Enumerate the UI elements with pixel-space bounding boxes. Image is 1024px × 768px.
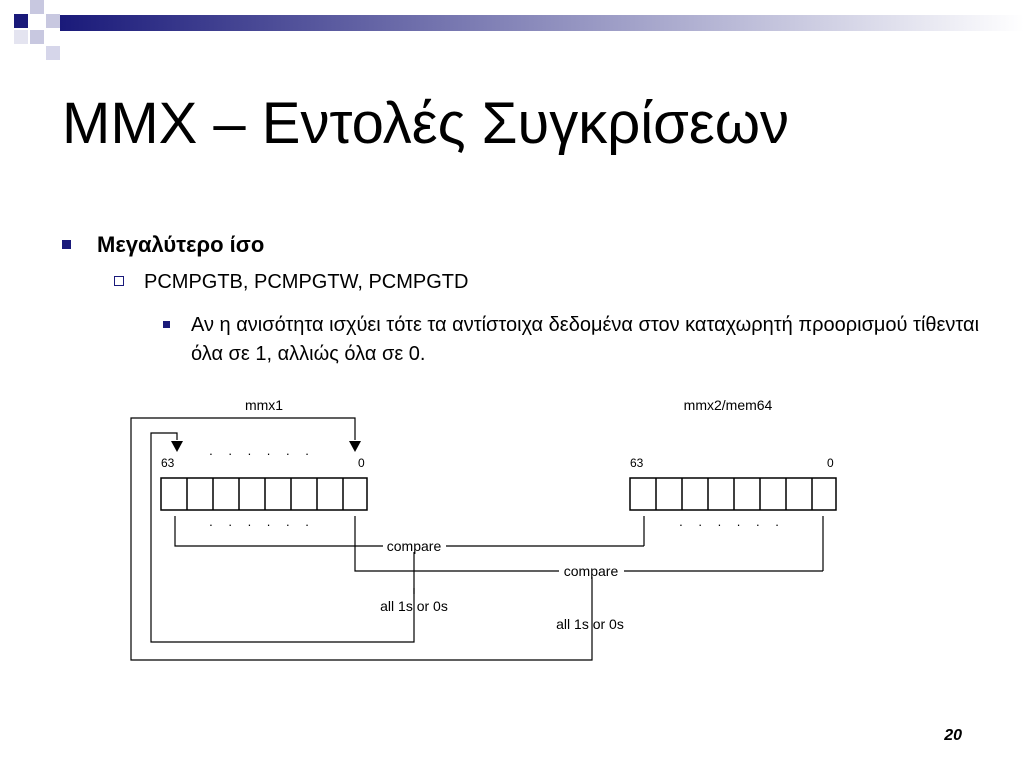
hollow-square-bullet-icon	[114, 276, 124, 286]
right-high-bit-label: 63	[630, 456, 644, 470]
slide-title: MMX – Εντολές Συγκρίσεων	[62, 91, 790, 156]
compare-label: compare	[386, 538, 442, 554]
arrow-head-icon	[171, 441, 183, 452]
right-low-bit-label: 0	[827, 456, 834, 470]
square-bullet-icon	[62, 240, 71, 249]
left-bottom-dots: . . . . . .	[209, 514, 315, 529]
bullet-level-3	[163, 311, 983, 369]
right-register-label: mmx2/mem64	[683, 397, 773, 413]
left-high-bit-label: 63	[161, 456, 175, 470]
page-number: 20	[944, 727, 962, 744]
bullet-level-1	[62, 232, 264, 258]
header-decoration	[0, 0, 1024, 60]
bullet-level-1-text: Μεγαλύτερο ίσο	[97, 232, 265, 257]
arrow-head-icon	[349, 441, 361, 452]
bullet-level-3-text: Αν η ανισότητα ισχύει τότε τα αντίστοιχα δεδομένα στον καταχωρητή προορισμού τίθενται όλα σε 1, αλλιώς όλα σε 0.	[191, 314, 980, 365]
bullet-level-2-text: PCMPGTB, PCMPGTW, PCMPGTD	[144, 271, 469, 293]
left-top-dots: . . . . . .	[209, 443, 315, 458]
right-register	[630, 478, 836, 510]
compare-label: compare	[563, 563, 619, 579]
result-label: all 1s or 0s	[380, 598, 448, 614]
compare-diagram	[120, 385, 850, 675]
right-bottom-dots: . . . . . .	[679, 514, 785, 529]
small-square-bullet-icon	[163, 321, 170, 328]
left-low-bit-label: 0	[358, 456, 365, 470]
result-label: all 1s or 0s	[556, 616, 624, 632]
left-register	[161, 478, 367, 510]
bullet-level-2	[114, 271, 468, 294]
left-register-label: mmx1	[244, 397, 284, 413]
